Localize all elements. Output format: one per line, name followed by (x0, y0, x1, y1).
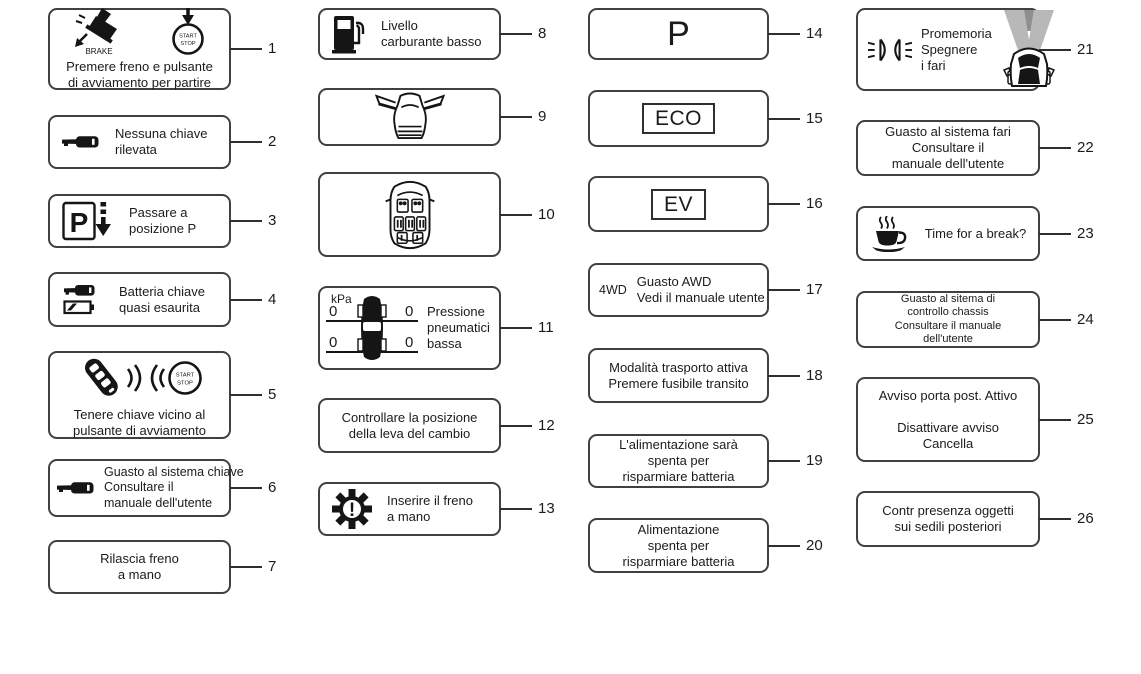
message-text-line: Alimentazione (637, 521, 720, 537)
message-text-line: Spegnere (921, 41, 978, 57)
headlight-reminder-icon (868, 36, 912, 64)
callout-line-8 (500, 33, 532, 35)
message-box-23 (856, 206, 1040, 261)
message-text-line: bassa (427, 336, 462, 351)
svg-text:BRAKE: BRAKE (84, 46, 113, 56)
icons-row (76, 352, 204, 404)
callout-number-23: 23 (1077, 224, 1094, 242)
callout-number-20: 20 (806, 536, 823, 554)
message-text (858, 388, 1038, 452)
message-text (590, 437, 767, 485)
message-box-6 (48, 459, 244, 517)
message-text-line: pulsante di avviamento (73, 422, 206, 438)
message-text-line: Inserire il freno (387, 493, 473, 508)
message-box-11 (318, 286, 501, 370)
callout-number-15: 15 (806, 109, 823, 127)
message-text (320, 410, 499, 442)
message-box-13 (318, 482, 501, 536)
message-text (104, 465, 244, 512)
message-text-line: Livello (381, 18, 418, 33)
callout-line-21 (1039, 49, 1071, 51)
message-text-line: dell'utente (923, 333, 973, 345)
message-text-line: pneumatici (427, 320, 490, 335)
message-text (427, 304, 490, 352)
message-box-21 (856, 8, 1040, 91)
callout-number-3: 3 (268, 212, 277, 229)
callout-line-16 (768, 203, 800, 205)
message-box-18 (588, 348, 769, 403)
message-text-line: di avviamento per partire (67, 74, 212, 90)
callout-line-20 (768, 545, 800, 547)
message-text-line: Guasto al sitema di (900, 292, 996, 305)
message-box-5 (48, 351, 231, 439)
svg-text:!: ! (348, 500, 356, 521)
message-text-line (858, 404, 1038, 420)
message-text (858, 124, 1038, 172)
message-text (387, 493, 473, 525)
message-box-25 (856, 377, 1040, 462)
callout-line-25 (1039, 419, 1071, 421)
message-text-line: Avviso porta post. Attivo (878, 387, 1018, 403)
callout-line-23 (1039, 233, 1071, 235)
callout-number-7: 7 (268, 558, 277, 575)
message-text-line: Contr presenza oggetti (882, 503, 1014, 518)
message-text-line: Batteria chiave (119, 283, 205, 299)
message-text (921, 26, 992, 74)
callout-number-13: 13 (538, 500, 555, 517)
callout-number-25: 25 (1077, 410, 1094, 428)
message-text-line: Pressione (427, 304, 485, 319)
callout-number-8: 8 (538, 25, 547, 42)
tpms-car-icon (356, 293, 388, 363)
message-text-line: Premere freno e pulsante (66, 58, 213, 74)
callout-line-6 (230, 487, 262, 489)
key-icon (62, 135, 100, 149)
message-text-line: manuale dell'utente (891, 156, 1005, 171)
tire-pressure-value: 0 (405, 303, 414, 320)
message-text-line: Guasto al sistema fari (885, 124, 1011, 139)
message-text-line: Rilascia freno (100, 551, 179, 566)
message-text-line: Time for a break? (924, 225, 1027, 241)
tire-pressure-value: 0 (329, 303, 338, 320)
message-text (115, 126, 208, 158)
message-text-line: della leva del cambio (348, 425, 471, 441)
callout-line-24 (1039, 319, 1071, 321)
message-text (129, 205, 196, 237)
callout-number-12: 12 (538, 416, 555, 434)
callout-line-18 (768, 375, 800, 377)
message-text-line: Modalità trasporto attiva (609, 359, 748, 375)
tire-pressure-value: 0 (405, 334, 414, 351)
message-box-22 (856, 120, 1040, 176)
message-text-line: i fari (921, 57, 946, 73)
message-text-line: Consultare il (911, 140, 985, 155)
message-box-26 (856, 491, 1040, 547)
message-text-line: risparmiare batteria (622, 469, 735, 484)
callout-number-10: 10 (538, 205, 555, 223)
callout-number-4: 4 (268, 290, 277, 308)
message-text-line: Disattivare avviso (897, 419, 999, 435)
seat-reminder-icon (381, 176, 439, 254)
callout-line-5 (230, 394, 262, 396)
svg-text:START: START (178, 33, 197, 39)
message-box-1 (48, 8, 231, 90)
callout-line-10 (500, 214, 532, 216)
message-box-17 (588, 263, 769, 317)
p-position-icon (62, 199, 114, 243)
callout-line-15 (768, 118, 800, 120)
callout-line-12 (500, 425, 532, 427)
message-text-line: Passare a (129, 205, 188, 220)
callout-line-4 (230, 299, 262, 301)
callout-number-2: 2 (268, 133, 277, 150)
message-box-12 (318, 398, 501, 453)
callout-number-11: 11 (538, 319, 554, 336)
callout-number-14: 14 (806, 25, 823, 42)
callout-number-24: 24 (1077, 310, 1094, 328)
message-text-line: Cancella (922, 435, 974, 451)
message-text-line: Consultare il (104, 480, 174, 495)
message-text-line: Promemoria (921, 25, 992, 41)
message-box-14 (588, 8, 769, 60)
svg-text:P: P (69, 207, 89, 238)
callout-number-22: 22 (1077, 139, 1094, 156)
awd-label: 4WD (599, 283, 627, 297)
message-text-line: manuale dell'utente (104, 495, 213, 510)
message-text (50, 551, 229, 583)
message-text (858, 503, 1038, 535)
message-text-line: Guasto al sistema chiave (104, 464, 244, 479)
callout-line-11 (500, 327, 532, 329)
svg-text:START: START (175, 372, 194, 378)
message-text-line: posizione P (129, 221, 197, 236)
key-fob-proximity-icon (76, 352, 204, 404)
callout-line-3 (230, 220, 262, 222)
callout-line-26 (1039, 518, 1071, 520)
callout-line-13 (500, 508, 532, 510)
message-text-line: Nessuna chiave (115, 126, 208, 141)
message-text-line: Vedi il manuale utente (636, 290, 765, 305)
message-text-line: quasi esaurita (119, 299, 200, 315)
message-text (637, 274, 765, 306)
tire-pressure-panel (322, 288, 422, 368)
message-box-7 (48, 540, 231, 594)
message-text-line: Consultare il manuale (894, 319, 1002, 332)
callout-line-7 (230, 566, 262, 568)
message-box-8 (318, 8, 501, 60)
key-battery-icon (62, 284, 104, 316)
message-text-line: Tenere chiave vicino al (73, 406, 206, 422)
message-text-line: spenta per (647, 453, 710, 468)
callout-number-18: 18 (806, 366, 823, 384)
brake-pedal-icon (72, 8, 128, 56)
callout-number-6: 6 (268, 479, 277, 496)
key-icon (57, 481, 95, 495)
svg-text:STOP: STOP (179, 40, 196, 47)
callout-number-5: 5 (268, 386, 277, 403)
message-text-line: rilevata (115, 142, 157, 157)
message-text-line: spenta per (647, 537, 710, 553)
icons-row (72, 8, 208, 56)
mode-indicator-label: ECO (642, 103, 715, 134)
message-text-line: Premere fusibile transito (608, 375, 749, 391)
message-text-line: a mano (117, 567, 162, 582)
callout-line-14 (768, 33, 800, 35)
callout-line-17 (768, 289, 800, 291)
callout-number-26: 26 (1077, 510, 1094, 527)
message-box-9 (318, 88, 501, 146)
message-box-2 (48, 115, 231, 169)
message-text (590, 360, 767, 392)
message-text-line: sui sedili posteriori (894, 519, 1002, 534)
callout-line-2 (230, 141, 262, 143)
tire-pressure-value: 0 (329, 334, 338, 351)
message-box-19 (588, 434, 769, 488)
message-text (590, 522, 767, 570)
callout-line-22 (1039, 147, 1071, 149)
message-box-16 (588, 176, 769, 232)
callout-number-21: 21 (1077, 40, 1094, 58)
message-text-line: carburante basso (381, 34, 482, 49)
gear-exclamation-icon (332, 489, 372, 529)
message-text-line: a mano (387, 509, 431, 524)
message-text-line: risparmiare batteria (622, 553, 735, 569)
message-text (119, 284, 205, 316)
message-text-line: L'alimentazione sarà (619, 437, 738, 452)
message-box-15 (588, 90, 769, 147)
fuel-pump-icon (332, 13, 366, 55)
callout-number-9: 9 (538, 108, 547, 125)
callout-number-19: 19 (806, 452, 823, 469)
message-text (66, 59, 213, 91)
pressure-unit-label: kPa (331, 292, 352, 306)
message-box-10 (318, 172, 501, 257)
mode-indicator-label: EV (651, 189, 706, 220)
svg-text:STOP: STOP (176, 380, 193, 386)
message-text-line: Controllare la posizione (341, 409, 478, 425)
message-text (923, 226, 1028, 242)
start-stop-button-icon (168, 8, 208, 56)
callout-number-16: 16 (806, 195, 823, 212)
coffee-cup-icon (870, 216, 908, 252)
message-text-line: controllo chassis (907, 306, 989, 318)
message-text (858, 293, 1038, 347)
message-box-24 (856, 291, 1040, 348)
callout-number-1: 1 (268, 40, 277, 57)
message-text (381, 18, 481, 50)
doors-open-warning-icon (364, 91, 456, 143)
message-box-4 (48, 272, 231, 327)
gear-indicator-letter: P (667, 15, 690, 53)
message-box-20 (588, 518, 769, 573)
callout-line-9 (500, 116, 532, 118)
message-text-line: Guasto AWD (636, 274, 712, 289)
message-text (73, 407, 206, 439)
message-box-3 (48, 194, 231, 248)
callout-line-19 (768, 460, 800, 462)
callout-number-17: 17 (806, 281, 823, 298)
callout-line-1 (230, 48, 262, 50)
